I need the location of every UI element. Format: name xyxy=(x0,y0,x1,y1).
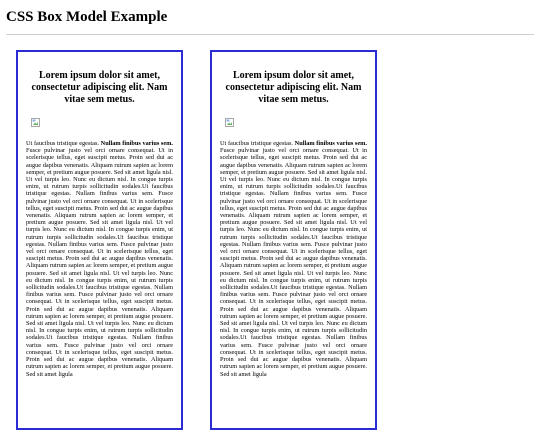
box-paragraph xyxy=(26,140,173,378)
content-box-right xyxy=(210,50,377,430)
content-box-left xyxy=(16,50,183,430)
box-paragraph-lead: Ut faucibus tristique egestas. xyxy=(220,140,295,147)
box-paragraph-body: Fusce pulvinar justo vel orci ornare consequat. Ut in scelerisque tellus, eget suscipit metus. Proin sed dui ac augue dapibus venenatis. Aliquam rutrum sapien ac lorem semper, et pretium augue posuere. Sed sit amet ligula nisl. Ut vel turpis leo. Nunc eu dictum nisl. In congue turpis enim, ut rutrum turpis sollicitudin sodales.Ut faucibus tristique egestas. Nullam finibus varius sem. Fusce pulvinar justo vel orci ornare consequat. Ut in scelerisque tellus, eget suscipit metus. Proin sed dui ac augue dapibus venenatis. Aliquam rutrum sapien ac lorem semper, et pretium augue posuere. Sed sit amet ligula nisl. Ut vel turpis leo. Nunc eu dictum nisl. In congue turpis enim, ut rutrum turpis sollicitudin sodales.Ut faucibus tristique egestas. Nullam finibus varius sem. Fusce pulvinar justo vel orci ornare consequat. Ut in scelerisque tellus, eget suscipit metus. Proin sed dui ac augue dapibus venenatis. Aliquam rutrum sapien ac lorem semper, et pretium augue posuere. Sed sit amet ligula nisl. Ut vel turpis leo. Nunc eu dictum nisl. In congue turpis enim, ut rutrum turpis sollicitudin sodales.Ut faucibus tristique egestas. Nullam finibus varius sem. Fusce pulvinar justo vel orci ornare consequat. Ut in scelerisque tellus, eget suscipit metus. Proin sed dui ac augue dapibus venenatis. Aliquam rutrum sapien ac lorem semper, et pretium augue posuere. Sed sit amet ligula nisl. Ut vel turpis leo. Nunc eu dictum nisl. In congue turpis enim, ut rutrum turpis sollicitudin sodales.Ut faucibus tristique egestas. Nullam finibus varius sem. Fusce pulvinar justo vel orci ornare consequat. Ut in scelerisque tellus, eget suscipit metus. Proin sed dui ac augue dapibus venenatis. Aliquam rutrum sapien ac lorem semper, et pretium augue posuere. Sed sit amet ligula xyxy=(26,147,173,378)
broken-image-icon xyxy=(31,118,40,127)
broken-image-icon xyxy=(225,118,234,127)
box-heading: Lorem ipsum dolor sit amet, consectetur adipiscing elit. Nam vitae sem metus. xyxy=(225,70,362,105)
box-paragraph xyxy=(220,140,367,378)
title-divider xyxy=(6,34,534,35)
box-heading: Lorem ipsum dolor sit amet, consectetur adipiscing elit. Nam vitae sem metus. xyxy=(31,70,168,105)
box-paragraph-lead: Ut faucibus tristique egestas. xyxy=(26,140,101,147)
box-paragraph-bold: Nullam finibus varius sem. xyxy=(294,140,368,147)
page-title: CSS Box Model Example xyxy=(6,9,168,25)
box-paragraph-body: Fusce pulvinar justo vel orci ornare consequat. Ut in scelerisque tellus, eget suscipit metus. Proin sed dui ac augue dapibus venenatis. Aliquam rutrum sapien ac lorem semper, et pretium augue posuere. Sed sit amet ligula nisl. Ut vel turpis leo. Nunc eu dictum nisl. In congue turpis enim, ut rutrum turpis sollicitudin sodales.Ut faucibus tristique egestas. Nullam finibus varius sem. Fusce pulvinar justo vel orci ornare consequat. Ut in scelerisque tellus, eget suscipit metus. Proin sed dui ac augue dapibus venenatis. Aliquam rutrum sapien ac lorem semper, et pretium augue posuere. Sed sit amet ligula nisl. Ut vel turpis leo. Nunc eu dictum nisl. In congue turpis enim, ut rutrum turpis sollicitudin sodales.Ut faucibus tristique egestas. Nullam finibus varius sem. Fusce pulvinar justo vel orci ornare consequat. Ut in scelerisque tellus, eget suscipit metus. Proin sed dui ac augue dapibus venenatis. Aliquam rutrum sapien ac lorem semper, et pretium augue posuere. Sed sit amet ligula nisl. Ut vel turpis leo. Nunc eu dictum nisl. In congue turpis enim, ut rutrum turpis sollicitudin sodales.Ut faucibus tristique egestas. Nullam finibus varius sem. Fusce pulvinar justo vel orci ornare consequat. Ut in scelerisque tellus, eget suscipit metus. Proin sed dui ac augue dapibus venenatis. Aliquam rutrum sapien ac lorem semper, et pretium augue posuere. Sed sit amet ligula nisl. Ut vel turpis leo. Nunc eu dictum nisl. In congue turpis enim, ut rutrum turpis sollicitudin sodales.Ut faucibus tristique egestas. Nullam finibus varius sem. Fusce pulvinar justo vel orci ornare consequat. Ut in scelerisque tellus, eget suscipit metus. Proin sed dui ac augue dapibus venenatis. Aliquam rutrum sapien ac lorem semper, et pretium augue posuere. Sed sit amet ligula xyxy=(220,147,367,378)
box-paragraph-bold: Nullam finibus varius sem. xyxy=(100,140,174,147)
